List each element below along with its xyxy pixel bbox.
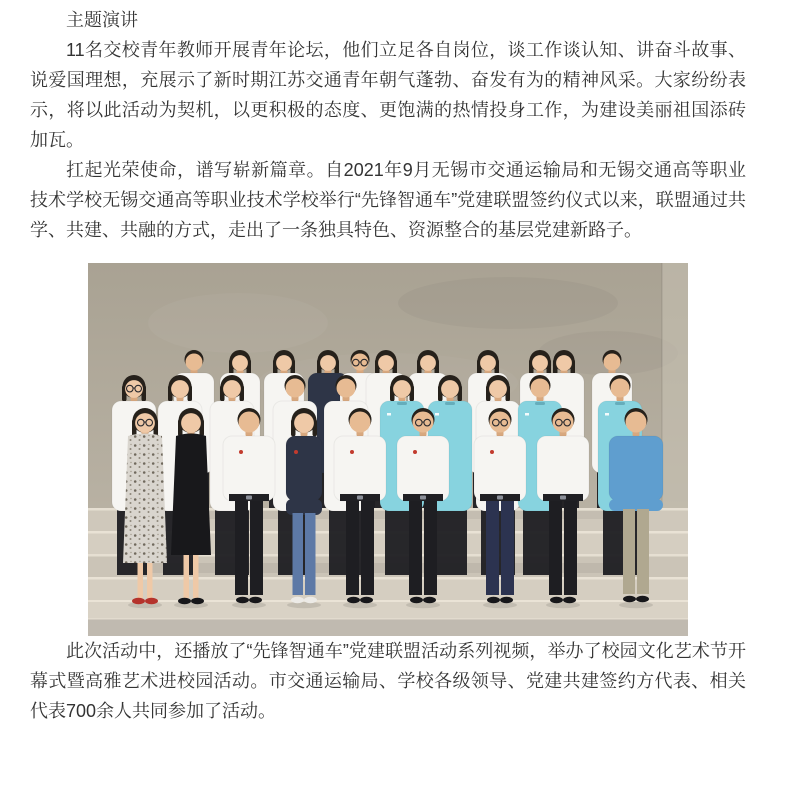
paragraph-3: 此次活动中，还播放了“先锋智通车”党建联盟活动系列视频，举办了校园文化艺术节开幕式暨高雅艺术进校园活动。市交通运输局、学校各级领导、党建共建签约方代表、相关代表700余人共同参加了活动。 xyxy=(30,641,746,721)
group-photo xyxy=(30,263,746,636)
paragraph-2: 扛起光荣使命，谱写崭新篇章。自2021年9月无锡市交通运输局和无锡交通高等职业技术学校无锡交通高等职业技术学校举行“先锋智通车”党建联盟签约仪式以来，联盟通过共学、共建、共融的方式，走出了一条独具特色、资源整合的基层党建新路子。 xyxy=(30,160,746,240)
article-heading: 主题演讲 xyxy=(66,10,138,30)
paragraph-1: 11名交校青年教师开展青年论坛，他们立足各自岗位，谈工作谈认知、讲奋斗故事、说爱国理想，充展示了新时期江苏交通青年朝气蓬勃、奋发有为的精神风采。大家纷纷表示，将以此活动为契机，以更积极的态度、更饱满的热情投身工作，为建设美丽祖国添砖加瓦。 xyxy=(30,40,746,150)
group-photo-illustration xyxy=(88,263,688,636)
